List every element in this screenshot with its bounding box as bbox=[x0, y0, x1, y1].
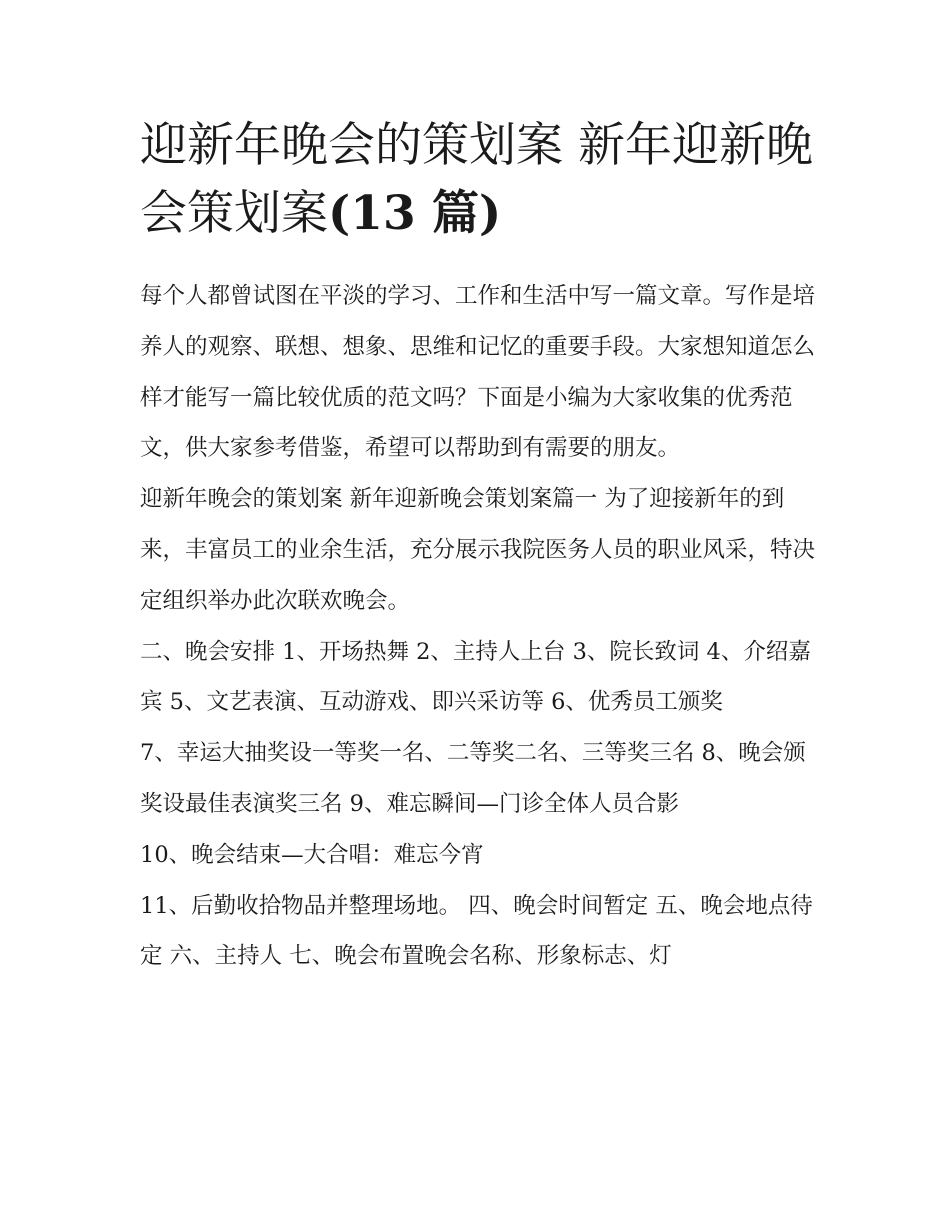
paragraph-ending: 10、晚会结束—大合唱：难忘今宵 bbox=[140, 841, 484, 868]
paragraph-logistics: 11、后勤收拾物品并整理场地。 四、晚会时间暂定 五、晚会地点待定 六、主持人 七、晚会布置晚会名称、形象标志、灯 bbox=[140, 892, 813, 970]
paragraph-purpose: 迎新年晚会的策划案 新年迎新晚会策划案篇一 为了迎接新年的到来，丰富员工的业余生活，充分展示我院医务人员的职业风采，特决定组织举办此次联欢晚会。 bbox=[140, 486, 816, 614]
title-suffix: (13 篇) bbox=[328, 186, 502, 241]
paragraph-intro: 每个人都曾试图在平淡的学习、工作和生活中写一篇文章。写作是培养人的观察、联想、想象、思维和记忆的重要手段。大家想知道怎么样才能写一篇比较优质的范文吗？下面是小编为大家收集的优秀范文，供大家参考借鉴，希望可以帮助到有需要的朋友。 bbox=[140, 283, 816, 462]
paragraph-arrangement: 二、晚会安排 1、开场热舞 2、主持人上台 3、院长致词 4、介绍嘉宾 5、文艺表演、互动游戏、即兴采访等 6、优秀员工颁奖 bbox=[140, 638, 811, 716]
document-title bbox=[140, 112, 818, 248]
paragraph-lottery: 7、幸运大抽奖设一等奖一名、二等奖二名、三等奖三名 8、晚会颁奖设最佳表演奖三名 9、难忘瞬间—门诊全体人员合影 bbox=[140, 740, 806, 817]
document-page bbox=[140, 112, 818, 982]
title-main: 迎新年晚会的策划案 新年迎新晚会策划案 bbox=[140, 118, 813, 241]
